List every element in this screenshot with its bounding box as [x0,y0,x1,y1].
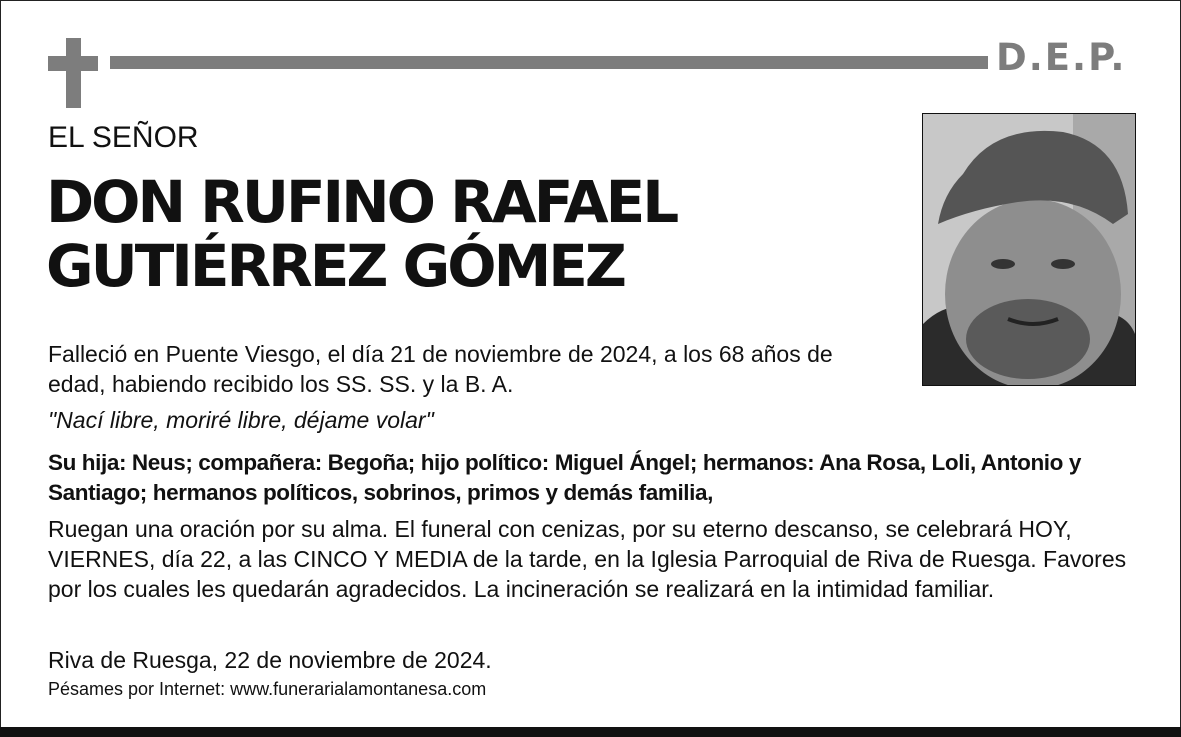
portrait-illustration [923,114,1135,385]
death-text: Falleció en Puente Viesgo, el día 21 de noviembre de 2024, a los 68 años de edad, habiendo recibido los SS. SS. y la B. A. [48,341,833,397]
quote-text: "Nací libre, moriré libre, déjame volar" [48,407,434,433]
portrait-photo [922,113,1136,386]
name-line-1: DON RUFINO RAFAEL [46,168,677,236]
family-text: Su hija: Neus; compañera: Begoña; hijo político: Miguel Ángel; hermanos: Ana Rosa, Loli, Antonio y Santiago; hermanos políticos, sobrinos, primos y demás familia, [48,450,1081,505]
deceased-name [46,170,866,298]
condolences-text: Pésames por Internet: www.funerarialamontanesa.com [48,679,487,699]
title-prefix: EL SEÑOR [48,121,199,154]
place-date-text: Riva de Ruesga, 22 de noviembre de 2024. [48,647,492,673]
header-rule [110,56,988,69]
funeral-text: Ruegan una oración por su alma. El funeral con cenizas, por su eterno descanso, se celebrará HOY, VIERNES, día 22, a las CINCO Y MEDIA de la tarde, en la Iglesia Parroquial de Riva de Ruesga. Favores por los cuales les quedarán agradecidos. La incineración se realizará en la intimidad familiar. [48,516,1127,602]
name-line-2: GUTIÉRREZ GÓMEZ [46,232,624,300]
bottom-rule [0,727,1181,737]
dep-label: D.E.P. [996,36,1127,79]
cross-icon [48,38,98,108]
